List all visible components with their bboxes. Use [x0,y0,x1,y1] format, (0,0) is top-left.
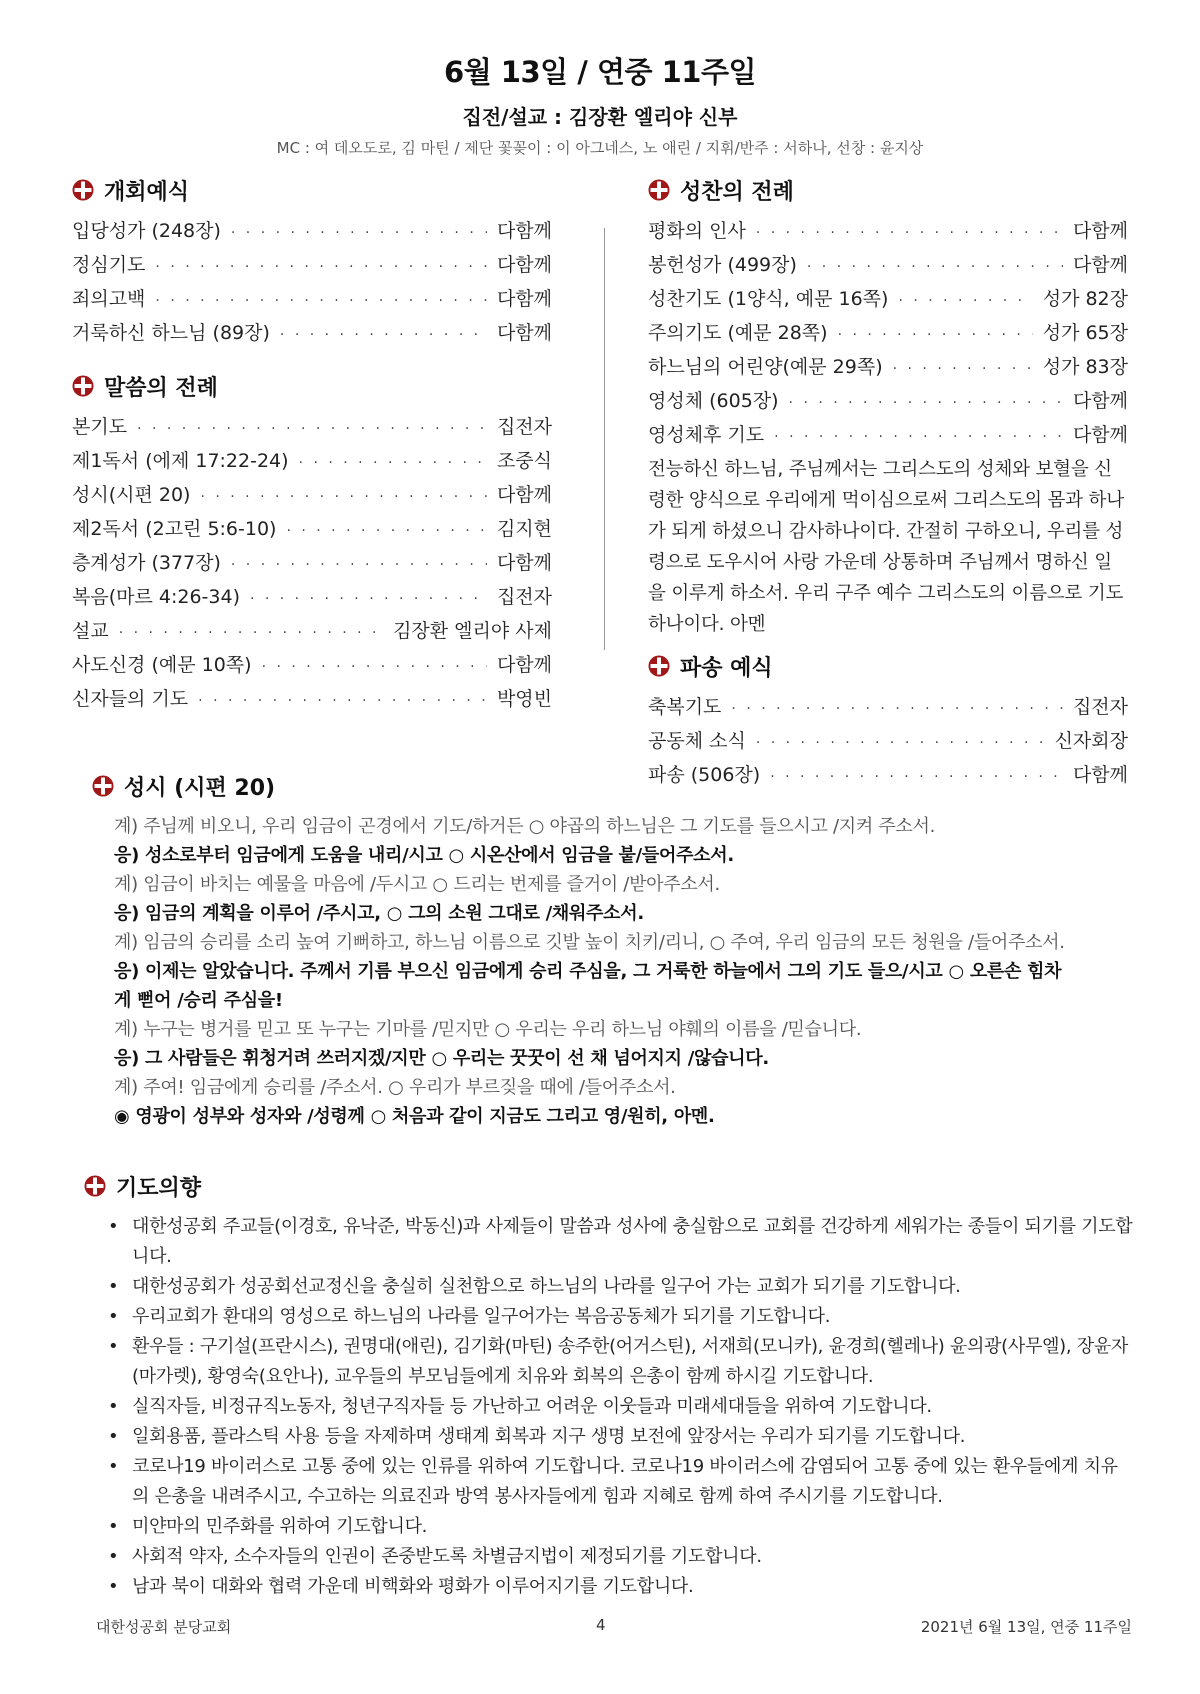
leader-dots [280,327,487,343]
order-item-leader: 다함께 [496,552,552,574]
order-item-label: 신자들의 기도 [72,688,189,710]
order-item-label: 평화의 인사 [648,220,746,242]
eucharist-list [648,216,1128,454]
priest-line: 계) 주여! 임금에게 승리를 /주소서. ○ 우리가 부르짖을 때에 /들어주소서. [114,1077,676,1098]
bullet-icon: • [108,1546,119,1567]
leader-dots [231,557,487,573]
leader-dots [756,225,1063,241]
order-item-leader: 집전자 [1072,696,1128,718]
order-item-leader: 성가 82장 [1042,288,1128,310]
order-item [72,616,552,650]
order-item [72,480,552,514]
order-item-label: 죄의고백 [72,288,146,310]
intention-text: 미얀마의 민주화를 위하여 기도합니다. [132,1516,428,1537]
order-item-leader: 조중식 [496,450,552,472]
intention-text: 환우들 : 구기설(프란시스), 권명대(애린), 김기화(마틴) 송주한(어거스틴), 서재희(모니카), 윤경희(헬레나) 윤의광(사무엘), 장윤자(마가렛), 황영숙(요안나), 교우들의 부모님들에게 치유와 회복의 은총이 함께 하시길 기도합니다. [132,1336,1129,1387]
leader-dots [262,659,487,675]
bullet-icon: • [108,1336,119,1357]
section-title: 파송 예식 [680,655,773,681]
intention-item [94,1512,1134,1542]
order-item-leader: 성가 83장 [1042,356,1128,378]
order-item-label: 설교 [72,620,109,642]
response-line: ◉ 영광이 성부와 성자와 /성령께 ○ 처음과 같이 지금도 그리고 영/원히, 아멘. [114,1106,715,1127]
bullet-icon: • [108,1276,119,1297]
order-item [648,420,1128,454]
order-item-label: 정심기도 [72,254,146,276]
order-item-leader: 박영빈 [496,688,552,710]
psalm-section [92,770,1132,1131]
intention-item [94,1272,1134,1302]
order-item [648,318,1128,352]
order-item [648,726,1128,760]
order-item [648,352,1128,386]
right-column [648,174,1128,794]
page-subtitle: 집전/설교 : 김장환 엘리야 신부 [462,105,738,129]
section-header-eucharist [648,174,1128,206]
cross-icon [648,655,670,677]
intentions-section [84,1170,1134,1602]
order-item [648,250,1128,284]
order-item [72,548,552,582]
leader-dots [774,429,1063,445]
order-item-leader: 집전자 [496,416,552,438]
order-item-label: 영성체후 기도 [648,424,765,446]
order-item-leader: 다함께 [496,254,552,276]
response-line: 응) 임금의 계획을 이루어 /주시고, ○ 그의 소원 그대로 /채워주소서. [114,903,644,924]
leader-dots [155,293,487,309]
intention-item [94,1332,1134,1392]
order-item [648,284,1128,318]
footer-church: 대한성공회 분당교회 [96,1618,232,1636]
response-line: 응) 성소로부터 임금에게 도움을 내리/시고 ○ 시온산에서 임금을 붙/들어주소서. [114,845,734,866]
order-item-label: 파송 (506장) [648,764,761,786]
footer-date: 2021년 6월 13일, 연중 11주일 [920,1618,1132,1636]
order-item [72,412,552,446]
section-title: 성찬의 전례 [680,179,794,205]
priest-line: 계) 임금이 바치는 예물을 마음에 /두시고 ○ 드리는 번제를 즐거이 /받아주소서. [114,874,720,895]
order-item [72,684,552,718]
leader-dots [119,625,383,641]
intentions-list [84,1212,1134,1602]
order-item-label: 층계성가 (377장) [72,552,221,574]
order-item-label: 본기도 [72,416,128,438]
response-line: 응) 이제는 알았습니다. 주께서 기름 부으신 임금에게 승리 주심을, 그 거룩한 하늘에서 그의 기도 들으/시고 ○ 오른손 힘차 [114,961,1062,982]
intention-text: 일회용품, 플라스틱 사용 등을 자제하며 생태계 회복과 지구 생명 보전에 앞장서는 우리가 되기를 기도합니다. [132,1426,966,1447]
leader-dots [198,693,487,709]
intention-item [94,1422,1134,1452]
cross-icon [92,775,114,797]
order-item-leader: 다함께 [496,484,552,506]
order-item [72,446,552,480]
order-item-label: 봉헌성가 (499장) [648,254,797,276]
bullet-icon: • [108,1396,119,1417]
bullet-icon: • [108,1306,119,1327]
order-item-leader: 다함께 [496,654,552,676]
intention-item [94,1302,1134,1332]
left-column [72,174,552,718]
intention-item [94,1452,1134,1512]
order-item [648,216,1128,250]
intention-text: 대한성공회가 성공회선교정신을 충실히 실천함으로 하느님의 나라를 일구어 가는 교회가 되기를 기도합니다. [132,1276,961,1297]
order-item-leader: 김지현 [496,518,552,540]
cross-icon [72,375,94,397]
order-item-leader: 다함께 [496,288,552,310]
priest-line: 계) 누구는 병거를 믿고 또 누구는 기마를 /믿지만 ○ 우리는 우리 하느님 야훼의 이름을 /믿습니다. [114,1019,862,1040]
section-title: 기도의향 [116,1175,202,1201]
order-item-label: 제1독서 (에제 17:22-24) [72,450,289,472]
leader-dots [200,489,486,505]
leader-dots [299,455,487,471]
leader-dots [231,225,487,241]
service-credits: MC : 여 데오도로, 김 마틴 / 제단 꽃꽂이 : 이 아그네스, 노 애린 / 지휘/반주 : 서하나, 선창 : 윤지상 [276,139,924,157]
intention-item [94,1542,1134,1572]
page-number: 4 [596,1616,606,1634]
order-item-label: 하느님의 어린양(예문 29쪽) [648,356,883,378]
order-item [72,514,552,548]
response-line: 응) 그 사람들은 휘청거려 쓰러지겠/지만 ○ 우리는 꿋꿋이 선 채 넘어지지 /않습니다. [114,1048,769,1069]
leader-dots [789,395,1063,411]
order-item [72,216,552,250]
bullet-icon: • [108,1516,119,1537]
leader-dots [155,259,487,275]
order-item-label: 성시(시편 20) [72,484,191,506]
order-item-leader: 다함께 [1072,424,1128,446]
leader-dots [137,421,487,437]
leader-dots [898,293,1032,309]
leader-dots [893,361,1033,377]
bullet-icon: • [108,1216,119,1237]
bullet-icon: • [108,1576,119,1597]
page-title: 6월 13일 / 연중 11주일 [444,55,756,89]
order-item-leader: 다함께 [1072,220,1128,242]
order-item-leader: 집전자 [496,586,552,608]
cross-icon [648,179,670,201]
order-item-leader: 성가 65장 [1042,322,1128,344]
intention-text: 코로나19 바이러스로 고통 중에 있는 인류를 위하여 기도합니다. 코로나19 바이러스에 감염되어 고통 중에 있는 환우들에게 치유의 은총을 내려주시고, 수고하는 의료진과 방역 봉사자들에게 힘과 지혜로 함께 하여 주시기를 기도합니다. [132,1456,1118,1507]
order-item [648,692,1128,726]
order-item-label: 사도신경 (예문 10쪽) [72,654,252,676]
section-title: 개회예식 [104,179,190,205]
order-item-leader: 다함께 [1072,254,1128,276]
order-item [72,250,552,284]
order-item-label: 거룩하신 하느님 (89장) [72,322,270,344]
leader-dots [731,701,1063,717]
order-item [72,582,552,616]
order-item-label: 공동체 소식 [648,730,746,752]
section-header-psalm [92,770,1132,802]
order-item-leader: 다함께 [1072,764,1128,786]
order-item-label: 제2독서 (2고린 5:6-10) [72,518,277,540]
leader-dots [286,523,486,539]
section-header-opening [72,174,552,206]
order-item-label: 영성체 (605장) [648,390,779,412]
order-item-leader: 신자회장 [1054,730,1128,752]
psalm-lines [114,812,1132,1131]
order-item-label: 주의기도 (예문 28쪽) [648,322,828,344]
page-header [0,50,1200,158]
post-communion-prayer: 전능하신 하느님, 주님께서는 그리스도의 성체와 보혈을 신령한 양식으로 우리에게 먹이심으로써 그리스도의 몸과 하나가 되게 하셨으니 감사하나이다. 간절히 구하오니, 우리를 성령으로 도우시어 사랑 가운데 상통하며 주님께서 명하신 일을 이루게 하소서. 우리 구주 예수 그리스도의 이름으로 기도하나이다. 아멘 [648,459,1124,635]
intention-item [94,1392,1134,1422]
intention-text: 남과 북이 대화와 협력 가운데 비핵화와 평화가 이루어지기를 기도합니다. [132,1576,694,1597]
intention-text: 우리교회가 환대의 영성으로 하느님의 나라를 일구어가는 복음공동체가 되기를 기도합니다. [132,1306,831,1327]
priest-line: 계) 주님께 비오니, 우리 임금이 곤경에서 기도/하거든 ○ 야곱의 하느님은 그 기도를 들으시고 /지켜 주소서. [114,816,936,837]
intention-text: 사회적 약자, 소수자들의 인권이 존중받도록 차별금지법이 제정되기를 기도합니다. [132,1546,762,1567]
leader-dots [756,735,1045,751]
order-item [72,284,552,318]
order-item [72,650,552,684]
priest-line: 계) 임금의 승리를 소리 높여 기뻐하고, 하느님 이름으로 깃발 높이 치키/리니, ○ 주여, 우리 임금의 모든 청원을 /들어주소서. [114,932,1065,953]
bullet-icon: • [108,1456,119,1477]
order-item-leader: 다함께 [496,220,552,242]
intention-text: 대한성공회 주교들(이경호, 유낙준, 박동신)과 사제들이 말씀과 성사에 충실함으로 교회를 건강하게 세워가는 종들이 되기를 기도합니다. [132,1216,1133,1267]
order-item-leader: 다함께 [1072,390,1128,412]
intention-text: 실직자들, 비정규직노동자, 청년구직자들 등 가난하고 어려운 이웃들과 미래세대들을 위하여 기도합니다. [132,1396,932,1417]
section-header-word [72,370,552,402]
leader-dots [807,259,1063,275]
leader-dots [838,327,1033,343]
cross-icon [84,1175,106,1197]
column-divider [604,228,605,650]
cross-icon [72,179,94,201]
intention-item [94,1572,1134,1602]
order-item-leader: 김장환 엘리야 사제 [393,620,552,642]
section-title: 말씀의 전례 [104,375,218,401]
section-header-intentions [84,1170,1134,1202]
intention-item [94,1212,1134,1272]
section-header-dismissal [648,650,1128,682]
order-item-label: 축복기도 [648,696,722,718]
section-title: 성시 (시편 20) [124,775,276,801]
order-item-label: 복음(마르 4:26-34) [72,586,240,608]
order-item-label: 성찬기도 (1양식, 예문 16쪽) [648,288,889,310]
order-item [72,318,552,352]
leader-dots [250,591,487,607]
order-item-label: 입당성가 (248장) [72,220,221,242]
order-item-leader: 다함께 [496,322,552,344]
order-item [648,386,1128,420]
opening-list [72,216,552,352]
response-line: 게 뻗어 /승리 주심을! [114,990,283,1011]
bullet-icon: • [108,1426,119,1447]
word-list [72,412,552,718]
